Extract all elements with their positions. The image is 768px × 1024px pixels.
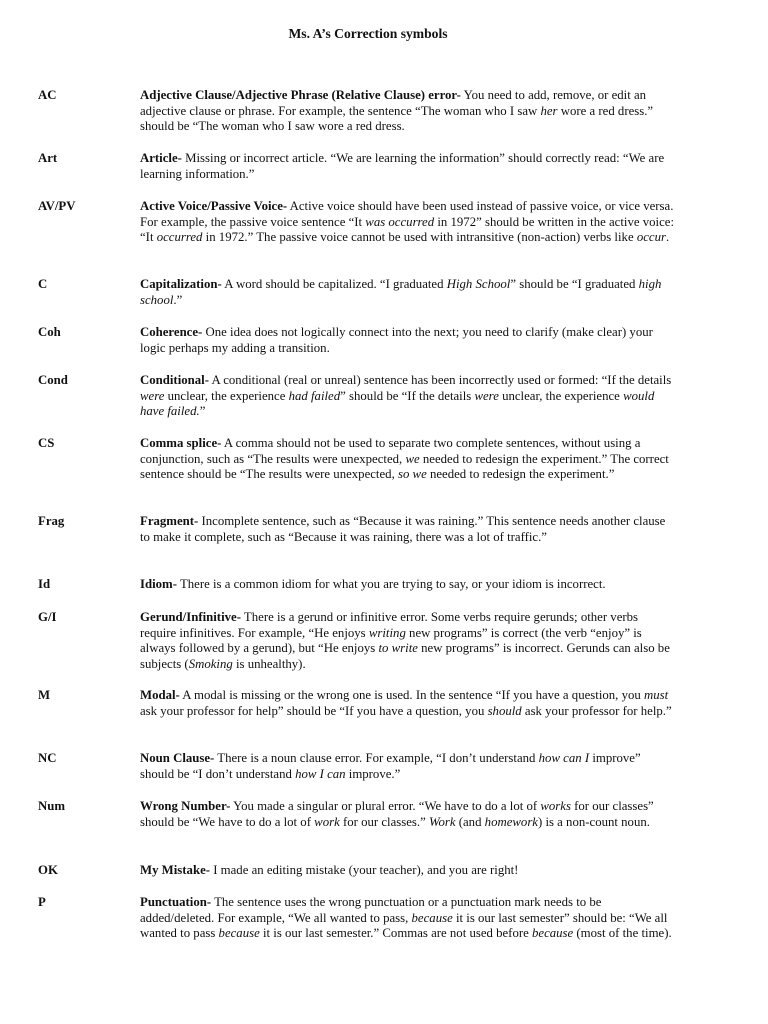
description-text: A comma should not be used to separate two complete sentences, without using a conjunction, such as “The results were unexpected,	[140, 436, 641, 466]
example-emphasis: because	[411, 910, 453, 925]
description-text: it is our last semester” should be: “We all wanted to pass	[140, 910, 668, 941]
description-text: ” should be “I graduated	[510, 277, 639, 291]
description-text: wore a red dress.” should be “The woman who I saw wore a red dress.	[140, 103, 654, 134]
entry-description	[140, 799, 676, 830]
term-label: Fragment-	[140, 514, 199, 528]
description-text: ask your professor for help” should be “If you have a question, you	[140, 703, 488, 718]
description-text: for our classes” should be “We have to do a lot of	[140, 799, 654, 829]
example-emphasis: must	[643, 688, 669, 702]
example-emphasis: would have failed.	[140, 388, 655, 419]
description-text: improve” should be “I don’t understand	[140, 751, 641, 781]
description-text: (most of the time).	[573, 926, 672, 941]
term-label: My Mistake-	[140, 863, 211, 877]
description-text: The sentence uses the wrong punctuation or a punctuation mark needs to be added/deleted. For example, “We all wanted to pass,	[140, 895, 602, 925]
description-text: new programs” is incorrect. Gerunds can also be subjects (	[140, 641, 670, 671]
term-label: Gerund/Infinitive-	[140, 610, 241, 624]
description-text: ”	[199, 404, 206, 419]
entry-description	[140, 688, 676, 719]
description-text: A word should be capitalized. “I graduated	[221, 277, 447, 291]
example-emphasis: occur	[636, 230, 666, 245]
entry-description	[140, 88, 676, 135]
term-label: Punctuation-	[140, 895, 212, 909]
description-text: .”	[173, 292, 183, 307]
page-title: Ms. A’s Correction symbols	[288, 26, 448, 41]
example-emphasis: High School	[446, 277, 511, 291]
entry-coh	[38, 325, 738, 356]
entry-symbol: P	[38, 895, 46, 909]
example-emphasis: were	[474, 388, 499, 403]
entry-ac	[38, 88, 738, 135]
entry-description	[140, 436, 676, 483]
description-text: ) is a non-count noun.	[537, 814, 650, 829]
description-text: There is a noun clause error. For example, “I don’t understand	[214, 751, 539, 765]
term-label: Adjective Clause/Adjective Phrase (Relative Clause) error-	[140, 88, 461, 102]
description-text: A modal is missing or the wrong one is used. In the sentence “If you have a question, you	[179, 688, 644, 702]
example-emphasis: were	[140, 388, 165, 403]
example-emphasis: we	[405, 451, 420, 466]
example-emphasis: homework	[484, 814, 538, 829]
entry-symbol: G/I	[38, 610, 57, 624]
term-label: Conditional-	[140, 373, 209, 387]
description-text: in 1972” should be written in the active voice: “It	[140, 214, 675, 245]
entry-symbol: CS	[38, 436, 55, 450]
entry-symbol: Cond	[38, 373, 68, 387]
example-emphasis: how can I	[538, 751, 590, 765]
description-text: A conditional (real or unreal) sentence has been incorrectly used or formed: “If the details	[208, 373, 672, 387]
description-text: new programs” is correct (the verb “enjoy” is always followed by a gerund), but “He enjoys	[140, 625, 642, 656]
example-emphasis: how I can	[295, 766, 346, 781]
entry-symbol: M	[38, 688, 51, 702]
entry-nc	[38, 751, 738, 782]
example-emphasis: had failed	[288, 388, 341, 403]
entry-symbol: AV/PV	[38, 199, 76, 213]
entry-symbol: NC	[38, 751, 57, 765]
description-text: ask your professor for help.”	[521, 703, 672, 718]
description-text: Active voice should have been used instead of passive voice, or vice versa. For example, the passive voice sentence “It	[140, 199, 674, 229]
entry-ok	[38, 863, 738, 879]
description-text: You need to add, remove, or edit an adjective clause or phrase. For example, the sentence “The woman who I saw	[140, 88, 647, 118]
entry-symbol: C	[38, 277, 48, 291]
example-emphasis: because	[218, 926, 260, 941]
entry-description	[140, 151, 676, 182]
entry-description	[140, 325, 676, 356]
entry-description	[140, 610, 676, 672]
entry-av-pv	[38, 199, 738, 246]
term-label: Idiom-	[140, 577, 177, 591]
example-emphasis: should	[487, 703, 522, 718]
description-text: I made an editing mistake (your teacher), and you are right!	[210, 863, 519, 877]
description-text: unclear, the experience	[498, 388, 624, 403]
entry-symbol: Coh	[38, 325, 61, 339]
entry-c	[38, 277, 738, 308]
term-label: Capitalization-	[140, 277, 222, 291]
entry-symbol: AC	[38, 88, 57, 102]
description-text: is unhealthy).	[232, 656, 306, 671]
entry-cond	[38, 373, 738, 420]
entry-symbol: Id	[38, 577, 51, 591]
entry-num	[38, 799, 738, 830]
entry-description	[140, 373, 676, 420]
description-text: There is a common idiom for what you are trying to say, or your idiom is incorrect.	[176, 577, 606, 591]
entry-description	[140, 277, 676, 308]
example-emphasis: was occurred	[365, 214, 435, 229]
term-label: Wrong Number-	[140, 799, 231, 813]
term-label: Coherence-	[140, 325, 203, 339]
example-emphasis: because	[532, 926, 574, 941]
description-text: .	[665, 230, 670, 245]
description-text: needed to redesign the experiment.”	[426, 467, 615, 482]
example-emphasis: Smoking	[188, 656, 233, 671]
description-text: (and	[455, 814, 485, 829]
description-text: One idea does not logically connect into the next; you need to clarify (make clear) your logic perhaps my adding a transition.	[140, 325, 653, 355]
example-emphasis: writing	[368, 625, 406, 640]
description-text: in 1972.” The passive voice cannot be used with intransitive (non-action) verbs like	[202, 230, 637, 245]
entry-art	[38, 151, 738, 182]
entry-description	[140, 863, 676, 879]
term-label: Noun Clause-	[140, 751, 215, 765]
description-text: it is our last semester.” Commas are not used before	[259, 926, 532, 941]
example-emphasis: occurred	[156, 230, 203, 245]
entry-description	[140, 514, 676, 545]
entry-description	[140, 895, 676, 942]
description-text: You made a singular or plural error. “We have to do a lot of	[230, 799, 541, 813]
entry-g-i	[38, 610, 738, 672]
term-label: Modal-	[140, 688, 180, 702]
entry-p	[38, 895, 738, 942]
description-text: improve.”	[345, 766, 401, 781]
entry-symbol: Frag	[38, 514, 65, 528]
description-text: ” should be “If the details	[340, 388, 475, 403]
term-label: Active Voice/Passive Voice-	[140, 199, 288, 213]
example-emphasis: work	[314, 814, 340, 829]
entry-description	[140, 751, 676, 782]
example-emphasis: Work	[428, 814, 456, 829]
example-emphasis: high school	[140, 277, 662, 307]
example-emphasis: works	[540, 799, 571, 813]
example-emphasis: her	[540, 103, 558, 118]
entry-m	[38, 688, 738, 719]
entry-cs	[38, 436, 738, 483]
description-text: Missing or incorrect article. “We are learning the information” should correctly read: “We are learning information.”	[140, 151, 665, 181]
entry-symbol: Num	[38, 799, 66, 813]
description-text: for our classes.”	[339, 814, 429, 829]
entry-id	[38, 577, 738, 593]
description-text: needed to redesign the experiment.” The correct sentence should be “The results were unexpected,	[140, 451, 669, 482]
description-text: unclear, the experience	[164, 388, 289, 403]
example-emphasis: to write	[378, 641, 418, 656]
entry-frag	[38, 514, 738, 545]
entry-symbol: OK	[38, 863, 58, 877]
entry-description	[140, 577, 676, 593]
entry-symbol: Art	[38, 151, 58, 165]
description-text: Incomplete sentence, such as “Because it was raining.” This sentence needs another clause to make it complete, such as “Because it was raining, there was a lot of traffic.”	[140, 514, 666, 544]
description-text: There is a gerund or infinitive error. Some verbs require gerunds; other verbs require infinitives. For example, “He enjoys	[140, 610, 639, 640]
term-label: Comma splice-	[140, 436, 222, 450]
example-emphasis: so we	[397, 467, 427, 482]
entry-description	[140, 199, 676, 246]
term-label: Article-	[140, 151, 182, 165]
